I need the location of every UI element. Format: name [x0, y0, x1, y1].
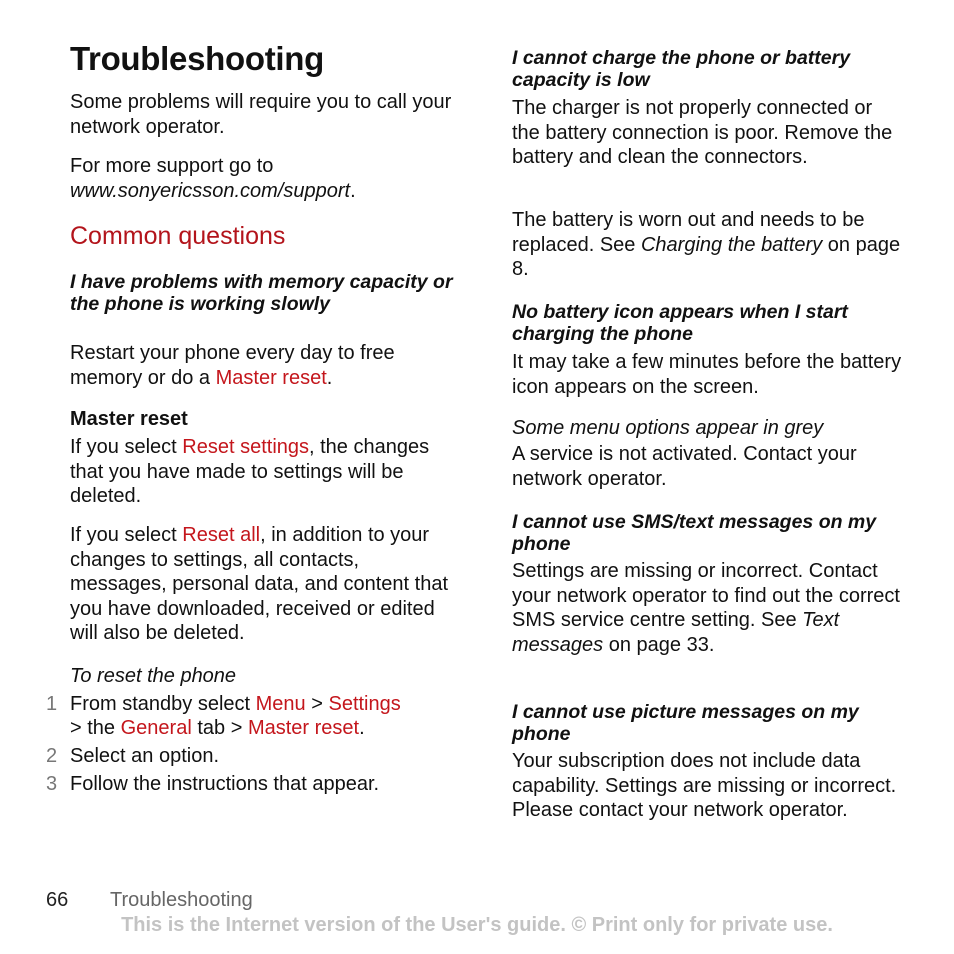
step-number: 3 [46, 773, 58, 795]
master-reset-menu-link[interactable]: Master reset [247, 717, 360, 739]
question-battery-icon: No battery icon appears when I start charging the phone [512, 301, 848, 345]
question-picture: I cannot use picture messages on my phone [512, 701, 859, 745]
reset-procedure-heading: To reset the phone [70, 665, 237, 687]
page-title: Troubleshooting [70, 40, 324, 77]
reset-settings-paragraph: If you select Reset settings, the changes that you have made to settings will be deleted. [70, 436, 430, 507]
section-title: Common questions [70, 222, 286, 250]
reset-all-paragraph: If you select Reset all, in addition to your changes to settings, all contacts, messages, personal data, and content that you have downloaded, received or edited will also be deleted. [70, 524, 449, 644]
step-number: 1 [46, 693, 58, 715]
settings-link[interactable]: Settings [328, 693, 401, 715]
answer-sms: Settings are missing or incorrect. Contact your network operator to find out the correct SMS service centre setting. See Text messages on page 33. [512, 560, 900, 656]
reset-all-link[interactable]: Reset all [182, 524, 261, 546]
general-link[interactable]: General [120, 717, 192, 739]
answer-charge-1: The charger is not properly connected or the battery connection is poor. Remove the battery and clean the connectors. [512, 97, 893, 168]
answer-battery-icon: It may take a few minutes before the battery icon appears on the screen. [512, 351, 902, 398]
answer-grey-menu: A service is not activated. Contact your network operator. [512, 443, 857, 490]
support-paragraph: For more support go to www.sonyericsson.com/support. [70, 155, 356, 202]
reset-steps [46, 692, 401, 796]
step-number: 2 [46, 745, 58, 767]
question-sms: I cannot use SMS/text messages on my phone [512, 511, 877, 555]
master-reset-heading: Master reset [70, 408, 188, 430]
step-item: 2 Select an option. [46, 745, 219, 767]
answer-picture: Your subscription does not include data capability. Settings are missing or incorrect. Please contact your network operator. [512, 750, 897, 821]
menu-link[interactable]: Menu [255, 693, 306, 715]
question-grey-menu: Some menu options appear in grey [512, 417, 824, 439]
internet-version-notice: This is the Internet version of the User's guide. © Print only for private use. [121, 914, 833, 936]
question-memory: I have problems with memory capacity or the phone is working slowly [70, 271, 453, 315]
question-charge: I cannot charge the phone or battery capacity is low [512, 47, 851, 91]
page-number: 66 [46, 889, 69, 911]
answer-memory: Restart your phone every day to free memory or do a Master reset. [70, 342, 395, 389]
charging-battery-ref: Charging the battery [640, 233, 823, 256]
answer-charge-2: The battery is worn out and needs to be replaced. See Charging the battery on page 8. [512, 209, 901, 280]
support-url[interactable]: www.sonyericsson.com/support [70, 179, 351, 202]
footer-section-title: Troubleshooting [110, 889, 253, 911]
intro-paragraph: Some problems will require you to call your network operator. [70, 91, 452, 138]
step-item: 3 Follow the instructions that appear. [46, 773, 380, 795]
text-messages-ref: Text messages [512, 609, 840, 656]
master-reset-link[interactable]: Master reset [215, 366, 327, 389]
step-item: 1 From standby select Menu > Settings > the General tab > Master reset. [46, 693, 401, 739]
reset-settings-link[interactable]: Reset settings [182, 436, 310, 458]
